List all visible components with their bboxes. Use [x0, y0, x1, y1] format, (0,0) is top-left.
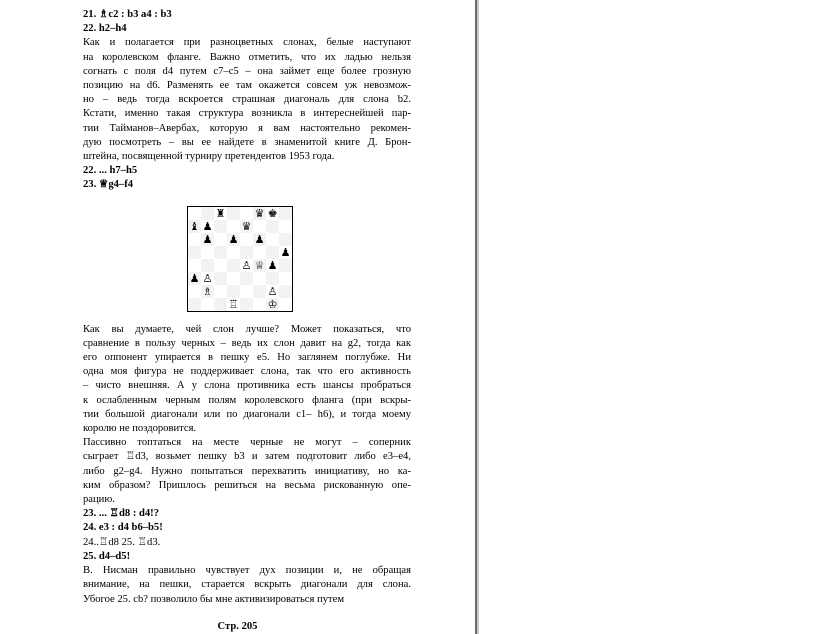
board-square-piece: ♛ [254, 207, 265, 220]
board-square-piece: ♟ [254, 233, 265, 246]
text-line: королю не поздоровится. [83, 423, 197, 435]
text-line: Пассивно топтаться на месте черные не могут – соперник [83, 437, 411, 449]
page-edge-shadow [477, 0, 479, 634]
board-square [279, 285, 292, 298]
text-line: его оппонент упирается в пешку e5. Но заглянем поглубже. Ни [83, 352, 411, 364]
board-square [253, 272, 266, 285]
move-line: 23. ♕g4–f4 [83, 179, 134, 191]
board-square-piece: ♛ [241, 220, 252, 233]
board-square [227, 259, 240, 272]
board-square [240, 272, 253, 285]
text-line: согнать с поля d4 путем c7–c5 – она займет еще более грозную [83, 65, 411, 77]
board-square [253, 246, 266, 259]
text-line: В. Нисман правильно чувствует дух позиции и, не обращая [83, 565, 411, 577]
board-square-piece: ♗ [202, 285, 213, 298]
chess-board [188, 207, 292, 311]
board-square-piece: ♟ [189, 272, 200, 285]
board-square [253, 220, 266, 233]
move-line: 24. e3 : d4 b6–b5! [83, 522, 163, 534]
board-square [188, 246, 201, 259]
board-square-piece: ♚ [267, 207, 278, 220]
board-square [188, 285, 201, 298]
board-square [253, 298, 266, 311]
board-square [214, 246, 227, 259]
text-line: сравнение в пользу черных – ведь их слон давит на g2, тогда как [83, 337, 411, 349]
text-line: но – ведь тогда вскроется страшная диагональ для слона b2. [83, 94, 411, 106]
text-line: Кстати, именно такая структура возникла в интереснейшей пар- [83, 108, 411, 120]
board-square [227, 246, 240, 259]
board-square-piece: ♙ [202, 272, 213, 285]
text-line: тии большой диагонали или по диагонали c1– h6), и тогда моему [83, 408, 411, 420]
board-square [188, 233, 201, 246]
text-line: Как вы думаете, чей слон лучше? Может показаться, что [83, 323, 411, 335]
text-line: ким образом? Пришлось решиться на весьма рискованную опе- [83, 479, 411, 491]
board-square [214, 220, 227, 233]
board-square [240, 285, 253, 298]
board-square [214, 233, 227, 246]
text-line: к ослабленным черным полям королевского фланга (при вскры- [83, 394, 411, 406]
board-square [201, 207, 214, 220]
board-square-piece: ♕ [254, 259, 265, 272]
board-square [279, 298, 292, 311]
move-list-mid [83, 164, 411, 192]
paragraph-2 [83, 323, 411, 437]
board-square [201, 259, 214, 272]
move-list-top [83, 8, 411, 36]
board-square-piece: ♟ [267, 259, 278, 272]
board-square [266, 220, 279, 233]
page-number: Стр. 205 [217, 621, 258, 632]
board-square-piece: ♟ [202, 220, 213, 233]
board-square [266, 246, 279, 259]
board-square [188, 298, 201, 311]
board-square [279, 207, 292, 220]
text-line: позицию на d6. Разменять ее там окажется совсем уж невозмож- [83, 80, 411, 92]
board-square [240, 233, 253, 246]
board-square-piece: ♜ [215, 207, 226, 220]
move-line: 23. ... ♖d8 : d4!? [83, 508, 160, 520]
board-square [240, 298, 253, 311]
board-square [214, 298, 227, 311]
board-square [214, 259, 227, 272]
board-square [201, 298, 214, 311]
board-square [240, 207, 253, 220]
board-square [266, 233, 279, 246]
board-square-piece: ♟ [280, 246, 291, 259]
board-square [227, 285, 240, 298]
board-square [214, 285, 227, 298]
board-square-piece: ♟ [202, 233, 213, 246]
board-square-piece: ♙ [241, 259, 252, 272]
board-square [253, 285, 266, 298]
board-square-piece: ♖ [228, 298, 239, 311]
board-square [227, 272, 240, 285]
move-line: 21. ♗c2 : b3 a4 : b3 [83, 9, 172, 20]
chess-diagram [187, 206, 293, 312]
board-square [279, 272, 292, 285]
board-square [188, 259, 201, 272]
move-line: 24..♖d8 25. ♖d3. [83, 536, 161, 548]
board-square-piece: ♟ [228, 233, 239, 246]
board-square [227, 207, 240, 220]
paragraph-1 [83, 36, 411, 164]
text-line: внимание, на пешки, старается вскрыть диагонали для слона. [83, 579, 411, 591]
board-square [279, 259, 292, 272]
board-square [279, 220, 292, 233]
text-line: Убогое 25. cb? позволило бы мне активизироваться путем [83, 593, 345, 605]
text-line: – чисто внешняя. А у слона противника есть шансы пробраться [83, 380, 411, 392]
board-square [201, 246, 214, 259]
board-square [214, 272, 227, 285]
board-square [227, 220, 240, 233]
text-line: на королевском фланге. Важно отметить, что их ладью нельзя [83, 51, 411, 63]
text-line: штейна, посвященной турниру претендентов 1953 года. [83, 151, 335, 163]
text-line: Как и полагается при разноцветных слонах, белые наступают [83, 37, 411, 49]
text-line: тии Тайманов–Авербах, которую я вам настоятельно рекомен- [83, 122, 411, 134]
text-line: сыграет ♖d3, возьмет пешку b3 и затем подготовит либо e3–e4, [83, 451, 411, 463]
board-square-piece: ♝ [189, 220, 200, 233]
board-square [240, 246, 253, 259]
board-square [266, 272, 279, 285]
board-square-piece: ♔ [267, 298, 278, 311]
move-line: 25. d4–d5! [83, 550, 131, 562]
text-line: рацию. [83, 494, 115, 506]
board-square [188, 207, 201, 220]
board-square [279, 233, 292, 246]
board-square-piece: ♙ [267, 285, 278, 298]
text-line: одна моя фигура не поддерживает слона, так что его активность [83, 366, 411, 378]
paragraph-3 [83, 436, 411, 507]
move-line: 22. ... h7–h5 [83, 165, 138, 177]
text-line: дую посмотреть – вы ее найдете в знаменитой книге Д. Брон- [83, 136, 411, 148]
paragraph-4 [83, 564, 411, 607]
move-list-bottom [83, 507, 411, 564]
move-line: 22. h2–h4 [83, 23, 127, 35]
text-line: либо g2–g4. Нужно попытаться перехватить инициативу, но ка- [83, 465, 411, 477]
